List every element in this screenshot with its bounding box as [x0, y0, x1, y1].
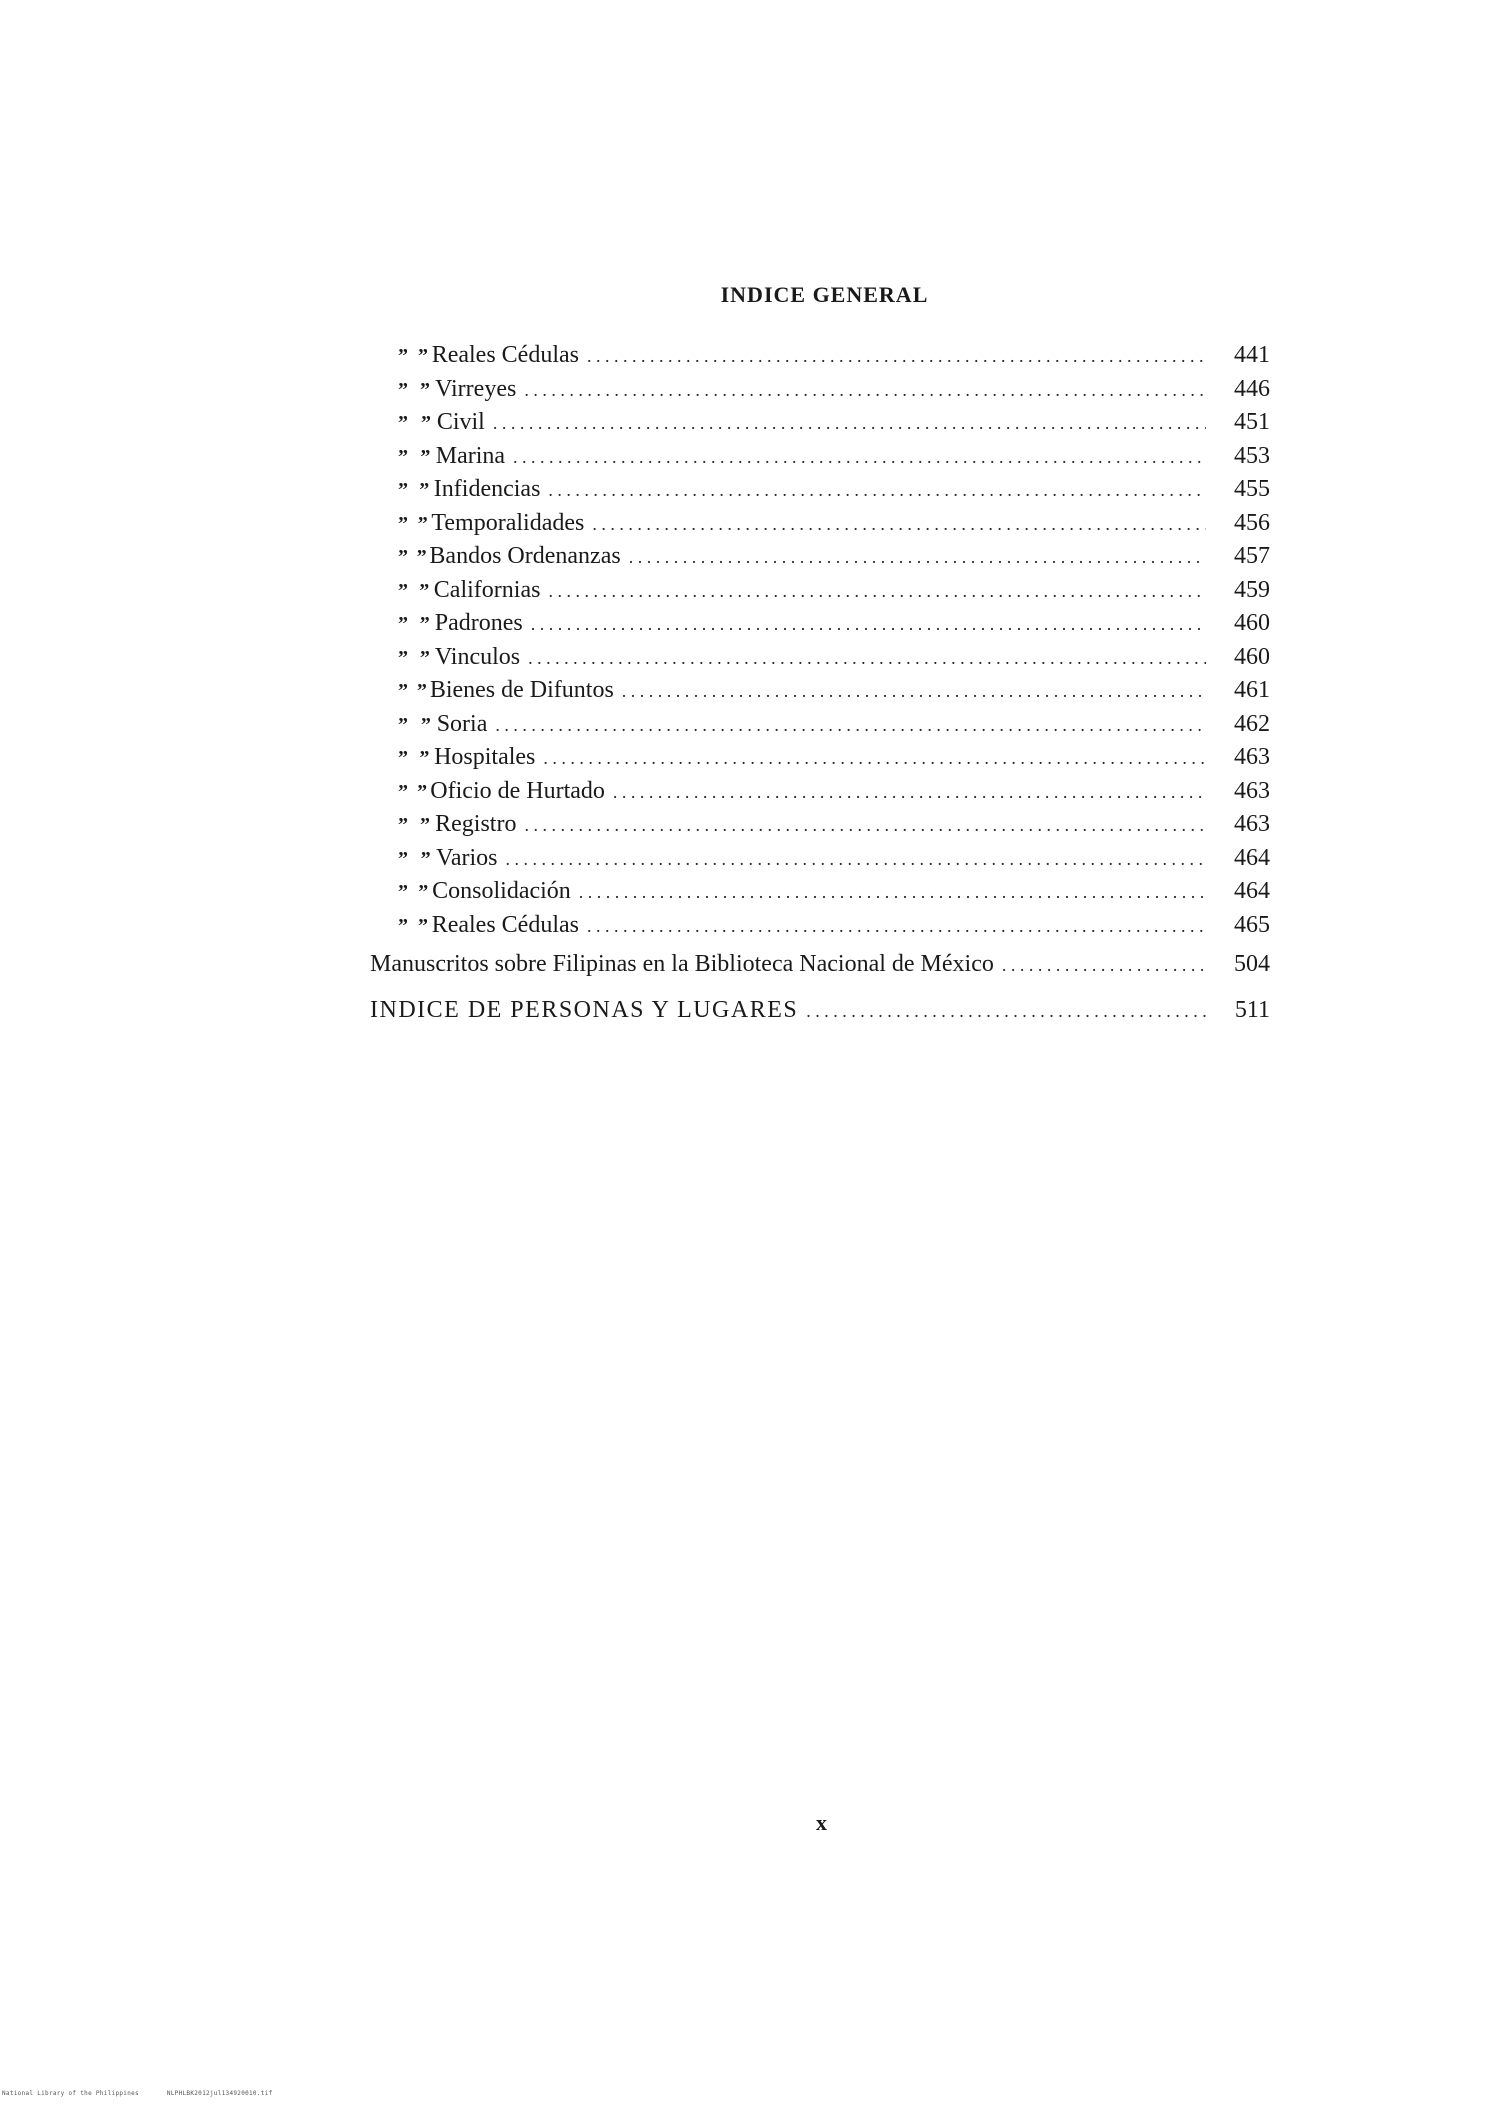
ditto-mark: ” [398, 445, 408, 468]
ditto-mark: ” [420, 412, 431, 434]
ditto-mark: ” [419, 747, 430, 769]
toc-entry [370, 476, 1270, 510]
toc-main-entry [370, 951, 1270, 991]
toc-page-number: 461 [1234, 677, 1270, 703]
ditto-mark: ” [398, 613, 408, 635]
toc-entry-label: Civil [436, 409, 485, 435]
ditto-mark: ” [398, 914, 408, 937]
dot-leader [543, 748, 1206, 769]
scan-credit [2, 2090, 273, 2097]
toc-page-number: 464 [1234, 878, 1270, 904]
ditto-mark: ” [398, 378, 408, 401]
toc-entry-label: Virreyes [435, 375, 517, 402]
ditto-mark: ” [417, 780, 428, 803]
toc-page-number: 460 [1234, 643, 1270, 670]
ditto-mark: ” [417, 914, 428, 937]
ditto-mark: ” [398, 713, 408, 736]
toc-page-number: 455 [1234, 476, 1270, 502]
ditto-mark: ” [420, 445, 431, 468]
dot-leader [1002, 955, 1206, 976]
toc-entry [370, 711, 1270, 745]
dot-leader [505, 849, 1206, 870]
ditto-mark: ” [398, 412, 408, 434]
toc-entry [370, 443, 1270, 477]
scan-credit-file: NLPHLBK2012jul134920010.tif [166, 2090, 273, 2097]
toc-page-number: 504 [1234, 951, 1270, 977]
toc-page-number: 462 [1234, 710, 1270, 737]
toc-page-number: 446 [1234, 375, 1271, 402]
toc-entry [370, 744, 1270, 778]
ditto-mark: ” [398, 780, 408, 803]
toc-entry [370, 912, 1270, 946]
toc-entry [370, 610, 1270, 644]
dot-leader [806, 1001, 1206, 1022]
toc-page-number: 463 [1233, 744, 1270, 770]
ditto-mark: ” [398, 479, 408, 501]
toc-page-number: 463 [1234, 811, 1270, 837]
dot-leader [528, 648, 1206, 669]
ditto-mark: ” [398, 579, 408, 602]
toc-page-number: 460 [1234, 610, 1270, 636]
dot-leader [524, 815, 1206, 836]
page-title: INDICE GENERAL [720, 282, 929, 307]
dot-leader [579, 882, 1206, 903]
toc-page-number: 451 [1234, 409, 1270, 435]
dot-leader [495, 715, 1206, 736]
toc-entry-label: Consolidación [432, 878, 571, 904]
ditto-mark: ” [420, 847, 431, 870]
dot-leader [493, 413, 1206, 434]
toc-entry [370, 342, 1270, 376]
ditto-mark: ” [398, 680, 408, 702]
toc-entry [370, 644, 1270, 678]
toc-entry-label: Bienes de Difuntos [429, 677, 614, 703]
toc-entry-label: Reales Cédulas [431, 342, 579, 368]
toc-entry-label: Hospitales [434, 744, 536, 770]
toc-entry-label: INDICE DE PERSONAS Y LUGARES [370, 997, 799, 1023]
toc-entry [370, 543, 1270, 577]
ditto-mark: ” [419, 378, 430, 401]
dot-leader [629, 547, 1206, 568]
ditto-mark: ” [398, 847, 408, 870]
toc-entry [370, 409, 1270, 443]
ditto-mark: ” [416, 546, 427, 568]
dot-leader [587, 916, 1206, 937]
toc-entry-label: Registro [435, 811, 517, 837]
toc-entry-label: Bandos Ordenanzas [429, 543, 621, 569]
toc-entry-label: Temporalidades [431, 509, 585, 536]
ditto-mark: ” [398, 646, 408, 669]
toc-page-number: 457 [1233, 543, 1270, 569]
dot-leader [548, 480, 1206, 501]
dot-leader [548, 581, 1206, 602]
ditto-mark: ” [419, 613, 430, 635]
toc-entry [370, 577, 1270, 611]
dot-leader [622, 681, 1206, 702]
ditto-mark: ” [416, 680, 427, 702]
toc-entry-label: Reales Cédulas [431, 911, 579, 938]
dot-leader [524, 380, 1206, 401]
folio-page-number: x [816, 1810, 827, 1835]
toc-entry [370, 778, 1270, 812]
ditto-mark: ” [417, 512, 428, 535]
dot-leader [613, 782, 1206, 803]
toc-entry-label: Oficio de Hurtado [430, 777, 605, 804]
toc-entry [370, 376, 1270, 410]
toc-entry [370, 510, 1270, 544]
scan-credit-library: National Library of the Philippines [2, 2090, 139, 2097]
ditto-mark: ” [398, 512, 408, 535]
toc-page-number: 459 [1234, 576, 1270, 603]
ditto-mark: ” [418, 881, 429, 903]
ditto-mark: ” [419, 814, 430, 836]
toc-entry [370, 878, 1270, 912]
toc-entry-label: Marina [435, 442, 506, 469]
toc-entry-label: Manuscritos sobre Filipinas en la Biblioteca Nacional de México [370, 951, 994, 977]
ditto-mark: ” [419, 479, 430, 501]
toc-page-number: 464 [1234, 844, 1270, 871]
toc-entry-label: Infidencias [433, 476, 541, 502]
ditto-mark: ” [398, 546, 408, 568]
ditto-mark: ” [398, 747, 408, 769]
toc-entry-label: Varios [436, 844, 498, 871]
dot-leader [513, 447, 1206, 468]
toc-entry [370, 677, 1270, 711]
toc-entry-label: Soria [436, 710, 488, 737]
toc-entry-label: Vinculos [434, 643, 521, 670]
ditto-mark: ” [398, 881, 408, 903]
toc-page-number: 456 [1234, 509, 1270, 536]
toc-page-number: 453 [1234, 442, 1270, 469]
ditto-mark: ” [419, 579, 430, 602]
ditto-mark: ” [417, 345, 428, 367]
toc-entry [370, 811, 1270, 845]
dot-leader [592, 514, 1206, 535]
ditto-mark: ” [420, 713, 431, 736]
dot-leader [531, 614, 1206, 635]
toc-page-number: 463 [1234, 777, 1270, 804]
toc-entry [370, 845, 1270, 879]
ditto-mark: ” [419, 646, 430, 669]
toc-page-number: 465 [1234, 911, 1270, 938]
toc-main-entry [370, 997, 1270, 1037]
ditto-mark: ” [398, 814, 408, 836]
toc-page-number: 441 [1234, 342, 1270, 368]
toc-entry-label: Padrones [434, 610, 523, 636]
table-of-contents [370, 342, 1270, 1037]
ditto-mark: ” [398, 345, 408, 367]
toc-entry-label: Californias [433, 576, 541, 603]
toc-page-number: 511 [1234, 997, 1270, 1023]
dot-leader [587, 346, 1206, 367]
